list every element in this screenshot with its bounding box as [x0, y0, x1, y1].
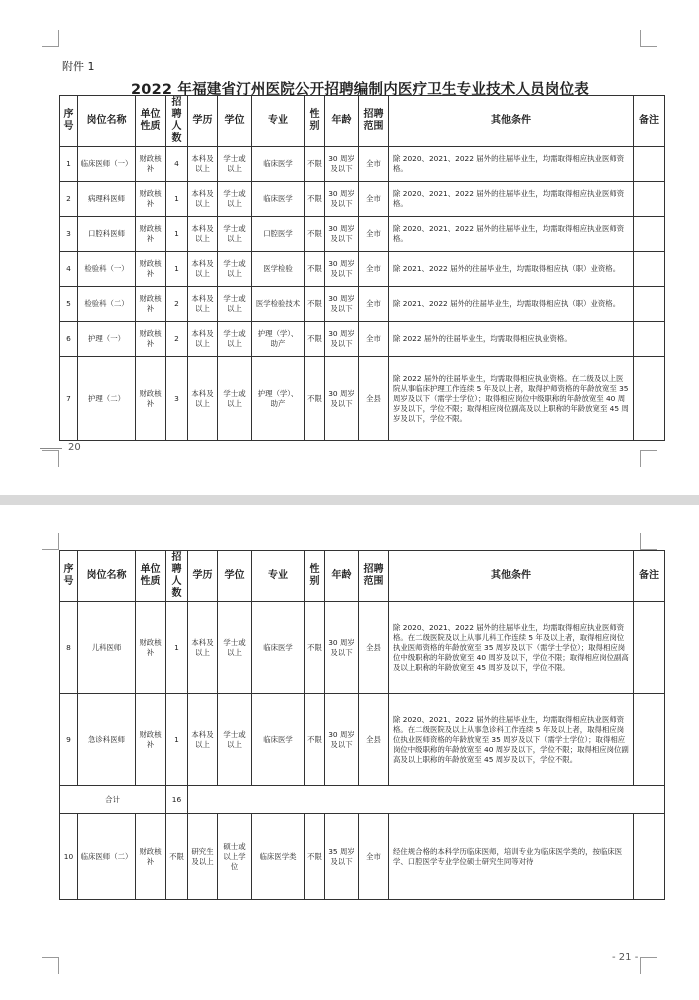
cell-post: 护理（二）	[78, 357, 136, 441]
cell-degree: 硕士或以上学位	[218, 814, 252, 900]
cell-nature: 财政核补	[136, 602, 166, 694]
header-no: 序号	[60, 551, 78, 602]
document-page-1	[0, 0, 699, 495]
cell-nature: 财政核补	[136, 147, 166, 182]
header-scope: 招聘范围	[359, 551, 389, 602]
cell-scope: 全市	[359, 287, 389, 322]
header-age: 年龄	[325, 96, 359, 147]
cell-gender: 不限	[305, 322, 325, 357]
cell-major: 护理（学）、助产	[252, 322, 305, 357]
cell-count: 2	[166, 287, 188, 322]
header-row	[60, 551, 665, 602]
header-edu: 学历	[188, 96, 218, 147]
total-blank	[188, 786, 665, 814]
cell-gender: 不限	[305, 602, 325, 694]
table-row	[60, 252, 665, 287]
crop-mark	[640, 957, 657, 974]
header-conditions: 其他条件	[389, 551, 634, 602]
attachment-label: 附件 1	[62, 60, 95, 73]
cell-scope: 全县	[359, 357, 389, 441]
cell-gender: 不限	[305, 182, 325, 217]
cell-degree: 学士或以上	[218, 357, 252, 441]
cell-post: 病理科医师	[78, 182, 136, 217]
header-degree: 学位	[218, 551, 252, 602]
cell-no: 2	[60, 182, 78, 217]
cell-major: 口腔医学	[252, 217, 305, 252]
cell-remark	[634, 814, 665, 900]
cell-no: 9	[60, 694, 78, 786]
table-row	[60, 694, 665, 786]
cell-scope: 全市	[359, 814, 389, 900]
cell-nature: 财政核补	[136, 217, 166, 252]
header-count: 招聘人数	[166, 96, 188, 147]
cell-no: 8	[60, 602, 78, 694]
page-number: 20	[68, 442, 81, 453]
cell-major: 临床医学	[252, 182, 305, 217]
crop-mark	[42, 957, 59, 974]
cell-conditions: 经住规合格的本科学历临床医师，培训专业为临床医学类的，按临床医学、口腔医学专业学位硕士研究生同等对待	[389, 814, 634, 900]
cell-conditions: 除 2020、2021、2022 届外的往届毕业生，均需取得相应执业医师资格。在二级医院及以上从事急诊科工作连续 5 年及以上者，取得相应岗位执业医师资格的年龄放宽至 35 周岁及以下（需学士学位）；取得相应岗位中级职称的年龄放宽至 40 周岁及以下，学位不限；取得相应岗位副高及以上职称的年龄放宽至 45 周岁及以下，学位不限。	[389, 694, 634, 786]
table-row	[60, 602, 665, 694]
cell-major: 护理（学）、助产	[252, 357, 305, 441]
cell-gender: 不限	[305, 287, 325, 322]
cell-post: 儿科医师	[78, 602, 136, 694]
page-number: - 21 -	[612, 952, 639, 963]
table-row	[60, 322, 665, 357]
cell-count: 3	[166, 357, 188, 441]
cell-remark	[634, 322, 665, 357]
cell-scope: 全市	[359, 182, 389, 217]
cell-major: 临床医学类	[252, 814, 305, 900]
cell-conditions: 除 2020、2021、2022 届外的往届毕业生，均需取得相应执业医师资格。	[389, 217, 634, 252]
cell-degree: 学士或以上	[218, 694, 252, 786]
positions-table-page-2	[59, 550, 665, 900]
cell-age: 30 周岁及以下	[325, 182, 359, 217]
total-count: 16	[166, 786, 188, 814]
cell-nature: 财政核补	[136, 694, 166, 786]
header-nature: 单位性质	[136, 96, 166, 147]
cell-count: 1	[166, 217, 188, 252]
cell-major: 临床医学	[252, 602, 305, 694]
cell-gender: 不限	[305, 814, 325, 900]
cell-age: 30 周岁及以下	[325, 357, 359, 441]
cell-degree: 学士或以上	[218, 147, 252, 182]
cell-edu: 本科及以上	[188, 602, 218, 694]
cell-post: 临床医师（一）	[78, 147, 136, 182]
cell-gender: 不限	[305, 694, 325, 786]
cell-conditions: 除 2020、2021、2022 届外的往届毕业生，均需取得相应执业医师资格。	[389, 182, 634, 217]
header-degree: 学位	[218, 96, 252, 147]
cell-gender: 不限	[305, 252, 325, 287]
cell-post: 检验科（二）	[78, 287, 136, 322]
header-scope: 招聘范围	[359, 96, 389, 147]
table-row	[60, 357, 665, 441]
cell-degree: 学士或以上	[218, 287, 252, 322]
cell-post: 口腔科医师	[78, 217, 136, 252]
total-row	[60, 786, 665, 814]
cell-edu: 本科及以上	[188, 357, 218, 441]
cell-age: 30 周岁及以下	[325, 147, 359, 182]
cell-major: 医学检验	[252, 252, 305, 287]
cell-count: 不限	[166, 814, 188, 900]
cell-scope: 全市	[359, 252, 389, 287]
crop-mark	[42, 30, 59, 47]
cell-scope: 全市	[359, 147, 389, 182]
header-gender: 性别	[305, 551, 325, 602]
header-major: 专业	[252, 551, 305, 602]
cell-age: 30 周岁及以下	[325, 217, 359, 252]
cell-post: 急诊科医师	[78, 694, 136, 786]
cell-count: 1	[166, 252, 188, 287]
cell-no: 7	[60, 357, 78, 441]
cell-remark	[634, 357, 665, 441]
crop-mark	[640, 533, 657, 550]
cell-remark	[634, 217, 665, 252]
header-conditions: 其他条件	[389, 96, 634, 147]
table-row	[60, 217, 665, 252]
cell-conditions: 除 2020、2021、2022 届外的往届毕业生，均需取得相应执业医师资格。在二级医院及以上从事儿科工作连续 5 年及以上者，取得相应岗位执业医师资格的年龄放宽至 35 周岁及以下（需学士学位）；取得相应岗位中级职称的年龄放宽至 40 周岁及以下，学位不限；取得相应岗位副高及以上职称的年龄放宽至 45 周岁及以下，学位不限。	[389, 602, 634, 694]
cell-gender: 不限	[305, 217, 325, 252]
cell-gender: 不限	[305, 357, 325, 441]
cell-edu: 研究生及以上	[188, 814, 218, 900]
cell-post: 护理（一）	[78, 322, 136, 357]
header-post: 岗位名称	[78, 96, 136, 147]
cell-edu: 本科及以上	[188, 694, 218, 786]
cell-nature: 财政核补	[136, 814, 166, 900]
cell-edu: 本科及以上	[188, 252, 218, 287]
header-edu: 学历	[188, 551, 218, 602]
header-nature: 单位性质	[136, 551, 166, 602]
cell-post: 临床医师（二）	[78, 814, 136, 900]
cell-edu: 本科及以上	[188, 287, 218, 322]
header-count: 招聘人数	[166, 551, 188, 602]
cell-major: 临床医学	[252, 694, 305, 786]
cell-post: 检验科（一）	[78, 252, 136, 287]
cell-remark	[634, 287, 665, 322]
cell-degree: 学士或以上	[218, 252, 252, 287]
cell-degree: 学士或以上	[218, 182, 252, 217]
cell-nature: 财政核补	[136, 252, 166, 287]
cell-count: 1	[166, 182, 188, 217]
cell-degree: 学士或以上	[218, 217, 252, 252]
cell-no: 5	[60, 287, 78, 322]
cell-age: 30 周岁及以下	[325, 287, 359, 322]
cell-age: 30 周岁及以下	[325, 694, 359, 786]
header-age: 年龄	[325, 551, 359, 602]
cell-age: 30 周岁及以下	[325, 322, 359, 357]
cell-major: 医学检验技术	[252, 287, 305, 322]
cell-degree: 学士或以上	[218, 322, 252, 357]
cell-remark	[634, 602, 665, 694]
cell-remark	[634, 252, 665, 287]
cell-count: 2	[166, 322, 188, 357]
cell-no: 10	[60, 814, 78, 900]
cell-edu: 本科及以上	[188, 147, 218, 182]
header-gender: 性别	[305, 96, 325, 147]
cell-remark	[634, 182, 665, 217]
cell-scope: 全县	[359, 694, 389, 786]
table-row	[60, 182, 665, 217]
cell-remark	[634, 147, 665, 182]
total-label: 合计	[60, 786, 166, 814]
cell-degree: 学士或以上	[218, 602, 252, 694]
document-page-2	[0, 505, 699, 1000]
header-no: 序号	[60, 96, 78, 147]
crop-mark	[640, 30, 657, 47]
cell-conditions: 除 2022 届外的往届毕业生，均需取得相应执业资格。在二级及以上医院从事临床护理工作连续 5 年及以上者，取得护师资格的年龄放宽至 35 周岁及以下（需学士学位）；取得相应岗位中级职称的年龄放宽至 40 周岁及以下，学位不限；取得相应岗位副高及以上职称的年龄放宽至 45 周岁及以下，学位不限。	[389, 357, 634, 441]
cell-scope: 全县	[359, 602, 389, 694]
cell-age: 35 周岁及以下	[325, 814, 359, 900]
cell-no: 1	[60, 147, 78, 182]
cell-nature: 财政核补	[136, 287, 166, 322]
cell-nature: 财政核补	[136, 182, 166, 217]
cell-count: 1	[166, 694, 188, 786]
cell-age: 30 周岁及以下	[325, 602, 359, 694]
cell-conditions: 除 2021、2022 届外的往届毕业生，均需取得相应执（职）业资格。	[389, 252, 634, 287]
cell-edu: 本科及以上	[188, 322, 218, 357]
cell-count: 1	[166, 602, 188, 694]
cell-scope: 全市	[359, 217, 389, 252]
cell-major: 临床医学	[252, 147, 305, 182]
cell-age: 30 周岁及以下	[325, 252, 359, 287]
cell-gender: 不限	[305, 147, 325, 182]
cell-no: 3	[60, 217, 78, 252]
cell-no: 4	[60, 252, 78, 287]
cell-conditions: 除 2020、2021、2022 届外的往届毕业生，均需取得相应执业医师资格。	[389, 147, 634, 182]
cell-no: 6	[60, 322, 78, 357]
header-remark: 备注	[634, 96, 665, 147]
table-row	[60, 287, 665, 322]
crop-mark	[640, 450, 657, 467]
cell-count: 4	[166, 147, 188, 182]
header-post: 岗位名称	[78, 551, 136, 602]
document-title: 2022 年福建省汀州医院公开招聘编制内医疗卫生专业技术人员岗位表	[130, 82, 589, 98]
cell-edu: 本科及以上	[188, 217, 218, 252]
header-major: 专业	[252, 96, 305, 147]
cell-conditions: 除 2021、2022 届外的往届毕业生，均需取得相应执（职）业资格。	[389, 287, 634, 322]
crop-mark	[42, 533, 59, 550]
positions-table-page-1	[59, 95, 665, 441]
crop-mark	[42, 450, 59, 467]
cell-scope: 全市	[359, 322, 389, 357]
cell-conditions: 除 2022 届外的往届毕业生，均需取得相应执业资格。	[389, 322, 634, 357]
cell-remark	[634, 694, 665, 786]
cell-nature: 财政核补	[136, 357, 166, 441]
header-remark: 备注	[634, 551, 665, 602]
cell-nature: 财政核补	[136, 322, 166, 357]
table-row	[60, 814, 665, 900]
table-row	[60, 147, 665, 182]
cell-edu: 本科及以上	[188, 182, 218, 217]
header-row	[60, 96, 665, 147]
crop-mark	[40, 448, 62, 449]
